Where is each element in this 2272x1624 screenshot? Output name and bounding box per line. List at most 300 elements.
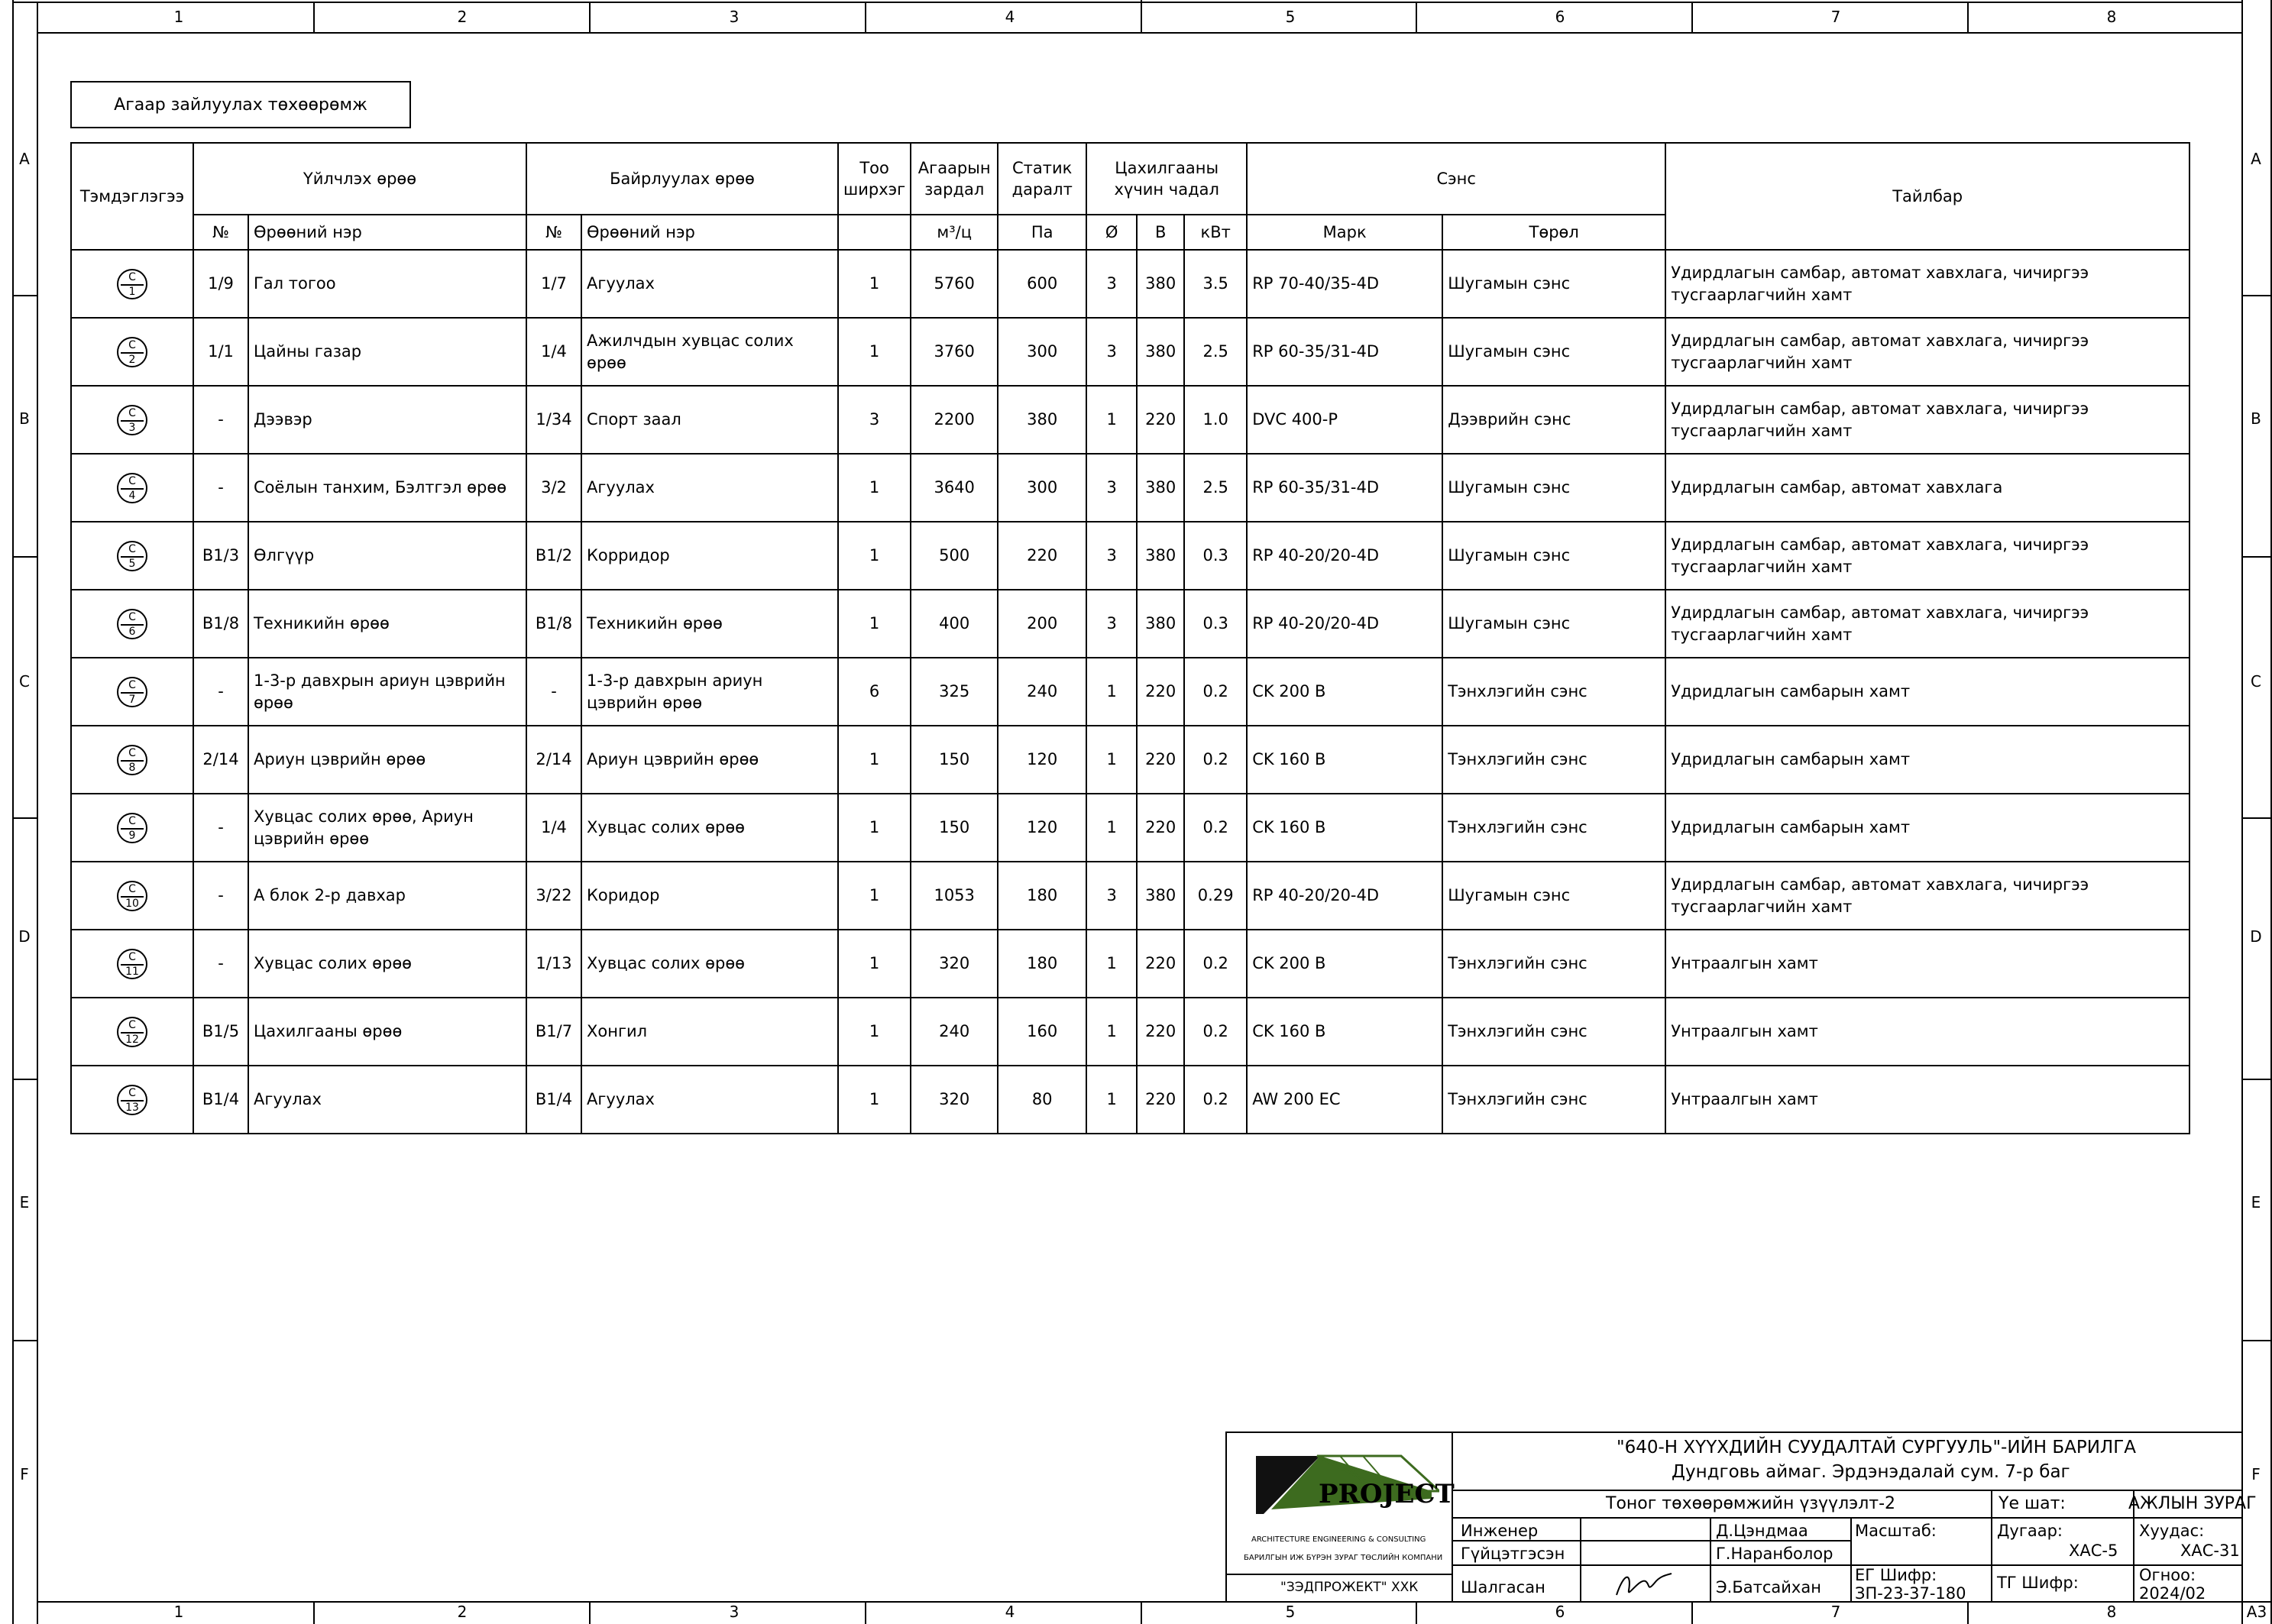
- header-fan: Сэнс: [1247, 143, 1665, 215]
- symbol-letter: C: [128, 882, 136, 895]
- header-location-room: Байрлуулах өрөө: [526, 143, 838, 215]
- column-number: 5: [1285, 8, 1296, 26]
- fan-mark: RP 40-20/20-4D: [1247, 862, 1442, 930]
- voltage-value: 380: [1137, 318, 1184, 386]
- voltage-value: 220: [1137, 998, 1184, 1066]
- checker-label: Шалгасан: [1461, 1578, 1545, 1597]
- column-number: 7: [1830, 1603, 1841, 1621]
- column-number: 1: [173, 1603, 184, 1621]
- designation-symbol: [71, 454, 193, 522]
- location-room-no: 1/4: [526, 794, 581, 862]
- symbol-number: 13: [125, 1101, 139, 1114]
- header-airflow-unit: м³/ц: [911, 215, 998, 250]
- quantity: 1: [838, 1066, 911, 1134]
- power-value: 3.5: [1184, 250, 1247, 318]
- number-value: ХАС-5: [2069, 1542, 2118, 1560]
- column-number: 6: [1555, 1603, 1565, 1621]
- fan-mark: RP 60-35/31-4D: [1247, 454, 1442, 522]
- pressure-value: 120: [998, 726, 1086, 794]
- pressure-value: 180: [998, 930, 1086, 998]
- executor-label: Гүйцэтгэсэн: [1461, 1545, 1565, 1563]
- logo-subtitle: ARCHITECTURE ENGINEERING & CONSULTING: [1251, 1535, 1426, 1544]
- designation-symbol: [71, 726, 193, 794]
- airflow-value: 240: [911, 998, 998, 1066]
- header-pressure-unit: Па: [998, 215, 1086, 250]
- table-row: [71, 1066, 2189, 1134]
- location-room-no: B1/8: [526, 590, 581, 658]
- serving-room-name: Хувцас солих өрөө: [248, 930, 526, 998]
- equipment-symbol-icon: [117, 337, 147, 367]
- header-qty-unit: [838, 215, 911, 250]
- logo-text: PROJECT: [1319, 1479, 1455, 1509]
- table-row: [71, 862, 2189, 930]
- table-row: [71, 794, 2189, 862]
- location-room-no: 1/34: [526, 386, 581, 454]
- header-mark: Марк: [1247, 215, 1442, 250]
- title-block: [1225, 1432, 2257, 1603]
- designation-symbol: [71, 794, 193, 862]
- table-row: [71, 522, 2189, 590]
- table-row: [71, 250, 2189, 318]
- location-room-no: 3/22: [526, 862, 581, 930]
- serving-room-name: Техникийн өрөө: [248, 590, 526, 658]
- pressure-value: 380: [998, 386, 1086, 454]
- column-number: 6: [1555, 8, 1565, 26]
- airflow-value: 320: [911, 1066, 998, 1134]
- symbol-letter: C: [128, 338, 136, 351]
- symbol-number: 2: [128, 353, 136, 366]
- power-value: 0.2: [1184, 726, 1247, 794]
- power-value: 0.3: [1184, 522, 1247, 590]
- voltage-value: 220: [1137, 794, 1184, 862]
- serving-room-name: Ариун цэврийн өрөө: [248, 726, 526, 794]
- voltage-value: 380: [1137, 454, 1184, 522]
- row-letter: C: [2251, 672, 2261, 691]
- fan-type: Шугамын сэнс: [1442, 862, 1665, 930]
- pressure-value: 600: [998, 250, 1086, 318]
- location-room-no: B1/4: [526, 1066, 581, 1134]
- serving-room-no: 2/14: [193, 726, 248, 794]
- row-letter: D: [18, 927, 31, 946]
- fan-mark: RP 40-20/20-4D: [1247, 590, 1442, 658]
- project-location: Дундговь аймаг. Эрдэнэдалай сум. 7-р баг: [1672, 1462, 2070, 1482]
- fan-mark: CK 200 B: [1247, 658, 1442, 726]
- table-row: [71, 590, 2189, 658]
- voltage-value: 220: [1137, 930, 1184, 998]
- designation-symbol: [71, 1066, 193, 1134]
- column-number: 8: [2106, 8, 2117, 26]
- airflow-value: 150: [911, 726, 998, 794]
- phase-value: 1: [1086, 726, 1137, 794]
- number-label: Дугаар:: [1997, 1522, 2063, 1540]
- serving-room-name: 1-3-р давхрын ариун цэврийн өрөө: [248, 658, 526, 726]
- phase-value: 3: [1086, 250, 1137, 318]
- pressure-value: 120: [998, 794, 1086, 862]
- remark: Удирдлагын самбар, автомат хавхлага, чичиргээ тусгаарлагчийн хамт: [1665, 386, 2189, 454]
- header-room-name: Өрөөний нэр: [581, 215, 838, 250]
- location-room-name: Коридор: [581, 862, 838, 930]
- serving-room-name: Агуулах: [248, 1066, 526, 1134]
- table-row: [71, 386, 2189, 454]
- power-value: 2.5: [1184, 454, 1247, 522]
- symbol-letter: C: [128, 950, 136, 963]
- checker-name: Э.Батсайхан: [1716, 1578, 1821, 1597]
- column-number: 3: [729, 1603, 740, 1621]
- power-value: 0.2: [1184, 1066, 1247, 1134]
- voltage-value: 380: [1137, 862, 1184, 930]
- table-row: [71, 658, 2189, 726]
- quantity: 1: [838, 250, 911, 318]
- fan-type: Шугамын сэнс: [1442, 522, 1665, 590]
- column-number: 4: [1005, 1603, 1015, 1621]
- remark: Удирдлагын самбар, автомат хавхлага: [1665, 454, 2189, 522]
- fan-type: Шугамын сэнс: [1442, 454, 1665, 522]
- table-title-box: [70, 81, 411, 128]
- airflow-value: 325: [911, 658, 998, 726]
- remark: Удридлагын самбарын хамт: [1665, 658, 2189, 726]
- airflow-value: 3760: [911, 318, 998, 386]
- voltage-value: 380: [1137, 522, 1184, 590]
- serving-room-name: Дээвэр: [248, 386, 526, 454]
- pressure-value: 80: [998, 1066, 1086, 1134]
- fan-type: Шугамын сэнс: [1442, 250, 1665, 318]
- remark: Удридлагын самбарын хамт: [1665, 726, 2189, 794]
- sheet-size: A3: [2246, 1603, 2267, 1621]
- location-room-name: Корридор: [581, 522, 838, 590]
- fan-mark: CK 160 B: [1247, 998, 1442, 1066]
- voltage-value: 380: [1137, 250, 1184, 318]
- location-room-no: 2/14: [526, 726, 581, 794]
- equipment-symbol-icon: [117, 405, 147, 435]
- fan-mark: RP 70-40/35-4D: [1247, 250, 1442, 318]
- symbol-letter: C: [128, 678, 136, 691]
- pressure-value: 220: [998, 522, 1086, 590]
- table-row: [71, 930, 2189, 998]
- column-number: 4: [1005, 8, 1015, 26]
- fan-type: Тэнхлэгийн сэнс: [1442, 1066, 1665, 1134]
- location-room-no: B1/2: [526, 522, 581, 590]
- quantity: 1: [838, 930, 911, 998]
- serving-room-no: -: [193, 862, 248, 930]
- fan-mark: CK 160 B: [1247, 726, 1442, 794]
- equipment-symbol-icon: [117, 609, 147, 639]
- fan-type: Шугамын сэнс: [1442, 318, 1665, 386]
- airflow-value: 500: [911, 522, 998, 590]
- serving-room-no: -: [193, 386, 248, 454]
- designation-symbol: [71, 522, 193, 590]
- symbol-number: 9: [128, 829, 136, 842]
- equipment-symbol-icon: [117, 269, 147, 299]
- designation-symbol: [71, 250, 193, 318]
- equipment-symbol-icon: [117, 813, 147, 843]
- serving-room-no: B1/8: [193, 590, 248, 658]
- airflow-value: 1053: [911, 862, 998, 930]
- serving-room-name: Цахилгааны өрөө: [248, 998, 526, 1066]
- voltage-value: 220: [1137, 658, 1184, 726]
- serving-room-no: -: [193, 454, 248, 522]
- location-room-name: Хувцас солих өрөө: [581, 930, 838, 998]
- scale-label: Масштаб:: [1855, 1522, 1937, 1540]
- tg-code-label: ТГ Шифр:: [1997, 1574, 2079, 1592]
- serving-room-name: Хувцас солих өрөө, Ариун цэврийн өрөө: [248, 794, 526, 862]
- location-room-name: Агуулах: [581, 454, 838, 522]
- symbol-number: 8: [128, 761, 136, 774]
- location-room-name: Ариун цэврийн өрөө: [581, 726, 838, 794]
- remark: Унтраалгын хамт: [1665, 1066, 2189, 1134]
- serving-room-no: 1/1: [193, 318, 248, 386]
- column-number: 7: [1830, 8, 1841, 26]
- voltage-value: 220: [1137, 386, 1184, 454]
- fan-mark: DVC 400-P: [1247, 386, 1442, 454]
- remark: Удирдлагын самбар, автомат хавхлага, чичиргээ тусгаарлагчийн хамт: [1665, 318, 2189, 386]
- date-label: Огноо:: [2139, 1566, 2196, 1584]
- power-value: 0.29: [1184, 862, 1247, 930]
- fan-type: Тэнхлэгийн сэнс: [1442, 794, 1665, 862]
- remark: Удирдлагын самбар, автомат хавхлага, чичиргээ тусгаарлагчийн хамт: [1665, 250, 2189, 318]
- quantity: 1: [838, 726, 911, 794]
- phase-value: 3: [1086, 522, 1137, 590]
- location-room-name: Спорт заал: [581, 386, 838, 454]
- voltage-value: 220: [1137, 1066, 1184, 1134]
- pressure-value: 300: [998, 318, 1086, 386]
- engineer-label: Инженер: [1461, 1522, 1539, 1540]
- executor-name: Г.Наранболор: [1716, 1545, 1833, 1563]
- remark: Удирдлагын самбар, автомат хавхлага, чичиргээ тусгаарлагчийн хамт: [1665, 522, 2189, 590]
- fan-mark: CK 160 B: [1247, 794, 1442, 862]
- phase-value: 3: [1086, 454, 1137, 522]
- location-room-name: Агуулах: [581, 1066, 838, 1134]
- quantity: 1: [838, 522, 911, 590]
- column-number: 1: [173, 8, 184, 26]
- serving-room-no: -: [193, 930, 248, 998]
- serving-room-name: А блок 2-р давхар: [248, 862, 526, 930]
- table-row: [71, 454, 2189, 522]
- quantity: 1: [838, 318, 911, 386]
- quantity: 1: [838, 998, 911, 1066]
- table-row: [71, 998, 2189, 1066]
- remark: Удирдлагын самбар, автомат хавхлага, чичиргээ тусгаарлагчийн хамт: [1665, 590, 2189, 658]
- fan-mark: RP 40-20/20-4D: [1247, 522, 1442, 590]
- phase-value: 1: [1086, 386, 1137, 454]
- equipment-symbol-icon: [117, 541, 147, 571]
- company-name: "ЗЭДПРОЖЕКТ" ХХК: [1280, 1580, 1419, 1595]
- designation-symbol: [71, 386, 193, 454]
- airflow-value: 2200: [911, 386, 998, 454]
- header-phase: Ø: [1086, 215, 1137, 250]
- serving-room-no: -: [193, 794, 248, 862]
- fan-mark: AW 200 EC: [1247, 1066, 1442, 1134]
- engineer-name: Д.Цэндмаа: [1716, 1522, 1808, 1540]
- designation-symbol: [71, 318, 193, 386]
- fan-type: Тэнхлэгийн сэнс: [1442, 998, 1665, 1066]
- row-letter: A: [19, 150, 30, 168]
- remark: Унтраалгын хамт: [1665, 930, 2189, 998]
- serving-room-name: Өлгүүр: [248, 522, 526, 590]
- phase-value: 1: [1086, 1066, 1137, 1134]
- symbol-number: 11: [125, 965, 139, 978]
- phase-value: 1: [1086, 930, 1137, 998]
- stage-value: АЖЛЫН ЗУРАГ: [2128, 1494, 2257, 1513]
- location-room-no: -: [526, 658, 581, 726]
- symbol-letter: C: [128, 406, 136, 419]
- phase-value: 3: [1086, 862, 1137, 930]
- eg-code-value: ЗП-23-37-180: [1855, 1584, 1966, 1603]
- row-letter: B: [2251, 409, 2261, 428]
- phase-value: 3: [1086, 318, 1137, 386]
- equipment-symbol-icon: [117, 949, 147, 979]
- pressure-value: 200: [998, 590, 1086, 658]
- symbol-letter: C: [128, 1086, 136, 1099]
- symbol-letter: C: [128, 474, 136, 487]
- symbol-letter: C: [128, 1018, 136, 1031]
- symbol-number: 10: [125, 897, 139, 910]
- location-room-name: Агуулах: [581, 250, 838, 318]
- phase-value: 1: [1086, 658, 1137, 726]
- power-value: 0.2: [1184, 794, 1247, 862]
- sheet-title: Тоног төхөөрөмжийн үзүүлэлт-2: [1606, 1494, 1896, 1513]
- serving-room-name: Соёлын танхим, Бэлтгэл өрөө: [248, 454, 526, 522]
- eg-code-label: ЕГ Шифр:: [1855, 1566, 1937, 1584]
- symbol-number: 6: [128, 625, 136, 638]
- location-room-name: 1-3-р давхрын ариун цэврийн өрөө: [581, 658, 838, 726]
- row-letter: D: [2250, 927, 2262, 946]
- row-letter: F: [20, 1465, 29, 1483]
- page-label: Хуудас:: [2139, 1522, 2205, 1540]
- designation-symbol: [71, 862, 193, 930]
- header-static-pressure: Статик даралт: [998, 143, 1086, 215]
- header-airflow: Агаарын зардал: [911, 143, 998, 215]
- fan-type: Тэнхлэгийн сэнс: [1442, 930, 1665, 998]
- quantity: 1: [838, 862, 911, 930]
- voltage-value: 220: [1137, 726, 1184, 794]
- symbol-number: 12: [125, 1033, 139, 1046]
- symbol-letter: C: [128, 270, 136, 283]
- symbol-number: 1: [128, 285, 136, 298]
- column-number: 8: [2106, 1603, 2117, 1621]
- table-row: [71, 726, 2189, 794]
- header-no: №: [193, 215, 248, 250]
- fan-type: Тэнхлэгийн сэнс: [1442, 658, 1665, 726]
- location-room-name: Хувцас солих өрөө: [581, 794, 838, 862]
- voltage-value: 380: [1137, 590, 1184, 658]
- power-value: 2.5: [1184, 318, 1247, 386]
- column-number: 2: [457, 1603, 468, 1621]
- quantity: 6: [838, 658, 911, 726]
- phase-value: 1: [1086, 794, 1137, 862]
- header-serving-room: Үйлчлэх өрөө: [193, 143, 526, 215]
- header-designation: Тэмдэглэгээ: [71, 143, 193, 250]
- header-kw: кВт: [1184, 215, 1247, 250]
- power-value: 0.3: [1184, 590, 1247, 658]
- pressure-value: 180: [998, 862, 1086, 930]
- header-qty: Тоо ширхэг: [838, 143, 911, 215]
- power-value: 1.0: [1184, 386, 1247, 454]
- location-room-no: 1/7: [526, 250, 581, 318]
- equipment-symbol-icon: [117, 745, 147, 775]
- equipment-spec-table: [70, 142, 2190, 1134]
- symbol-number: 3: [128, 421, 136, 434]
- row-letter: E: [19, 1193, 30, 1212]
- pressure-value: 240: [998, 658, 1086, 726]
- remark: Удирдлагын самбар, автомат хавхлага, чичиргээ тусгаарлагчийн хамт: [1665, 862, 2189, 930]
- location-room-no: B1/7: [526, 998, 581, 1066]
- designation-symbol: [71, 658, 193, 726]
- date-value: 2024/02: [2139, 1584, 2206, 1603]
- equipment-symbol-icon: [117, 677, 147, 707]
- column-number: 2: [457, 8, 468, 26]
- row-letter: C: [19, 672, 30, 691]
- fan-type: Шугамын сэнс: [1442, 590, 1665, 658]
- column-number: 3: [729, 8, 740, 26]
- equipment-symbol-icon: [117, 473, 147, 503]
- designation-symbol: [71, 998, 193, 1066]
- fan-mark: RP 60-35/31-4D: [1247, 318, 1442, 386]
- power-value: 0.2: [1184, 658, 1247, 726]
- serving-room-name: Цайны газар: [248, 318, 526, 386]
- header-electric-power: Цахилгааны хүчин чадал: [1086, 143, 1247, 215]
- row-letter: B: [19, 409, 30, 428]
- pressure-value: 300: [998, 454, 1086, 522]
- quantity: 3: [838, 386, 911, 454]
- airflow-value: 5760: [911, 250, 998, 318]
- symbol-number: 7: [128, 693, 136, 706]
- symbol-letter: C: [128, 814, 136, 827]
- location-room-name: Ажилчдын хувцас солих өрөө: [581, 318, 838, 386]
- fan-mark: CK 200 B: [1247, 930, 1442, 998]
- airflow-value: 150: [911, 794, 998, 862]
- header-type: Төрөл: [1442, 215, 1665, 250]
- header-voltage: В: [1137, 215, 1184, 250]
- quantity: 1: [838, 590, 911, 658]
- designation-symbol: [71, 930, 193, 998]
- location-room-name: Техникийн өрөө: [581, 590, 838, 658]
- power-value: 0.2: [1184, 998, 1247, 1066]
- project-title: "640-Н ХҮҮХДИЙН СУУДАЛТАЙ СУРГУУЛЬ"-ИЙН БАРИЛГА: [1617, 1438, 2136, 1457]
- signature-icon: [1609, 1567, 1678, 1601]
- serving-room-no: B1/3: [193, 522, 248, 590]
- serving-room-no: 1/9: [193, 250, 248, 318]
- pressure-value: 160: [998, 998, 1086, 1066]
- power-value: 0.2: [1184, 930, 1247, 998]
- fan-type: Дээврийн сэнс: [1442, 386, 1665, 454]
- company-description: БАРИЛГЫН ИЖ БҮРЭН ЗУРАГ ТӨСЛИЙН КОМПАНИ: [1244, 1554, 1443, 1562]
- remark: Унтраалгын хамт: [1665, 998, 2189, 1066]
- quantity: 1: [838, 454, 911, 522]
- serving-room-name: Гал тогоо: [248, 250, 526, 318]
- equipment-symbol-icon: [117, 1017, 147, 1047]
- remark: Удридлагын самбарын хамт: [1665, 794, 2189, 862]
- airflow-value: 320: [911, 930, 998, 998]
- page-value: ХАС-31: [2180, 1542, 2240, 1560]
- table-row: [71, 318, 2189, 386]
- serving-room-no: B1/4: [193, 1066, 248, 1134]
- quantity: 1: [838, 794, 911, 862]
- serving-room-no: -: [193, 658, 248, 726]
- airflow-value: 3640: [911, 454, 998, 522]
- fan-type: Тэнхлэгийн сэнс: [1442, 726, 1665, 794]
- location-room-name: Хонгил: [581, 998, 838, 1066]
- header-remark: Тайлбар: [1665, 143, 2189, 250]
- designation-symbol: [71, 590, 193, 658]
- row-letter: E: [2251, 1193, 2261, 1212]
- equipment-symbol-icon: [117, 1085, 147, 1115]
- symbol-number: 4: [128, 489, 136, 502]
- row-letter: A: [2251, 150, 2261, 168]
- location-room-no: 1/13: [526, 930, 581, 998]
- symbol-letter: C: [128, 610, 136, 623]
- column-number: 5: [1285, 1603, 1296, 1621]
- symbol-number: 5: [128, 557, 136, 570]
